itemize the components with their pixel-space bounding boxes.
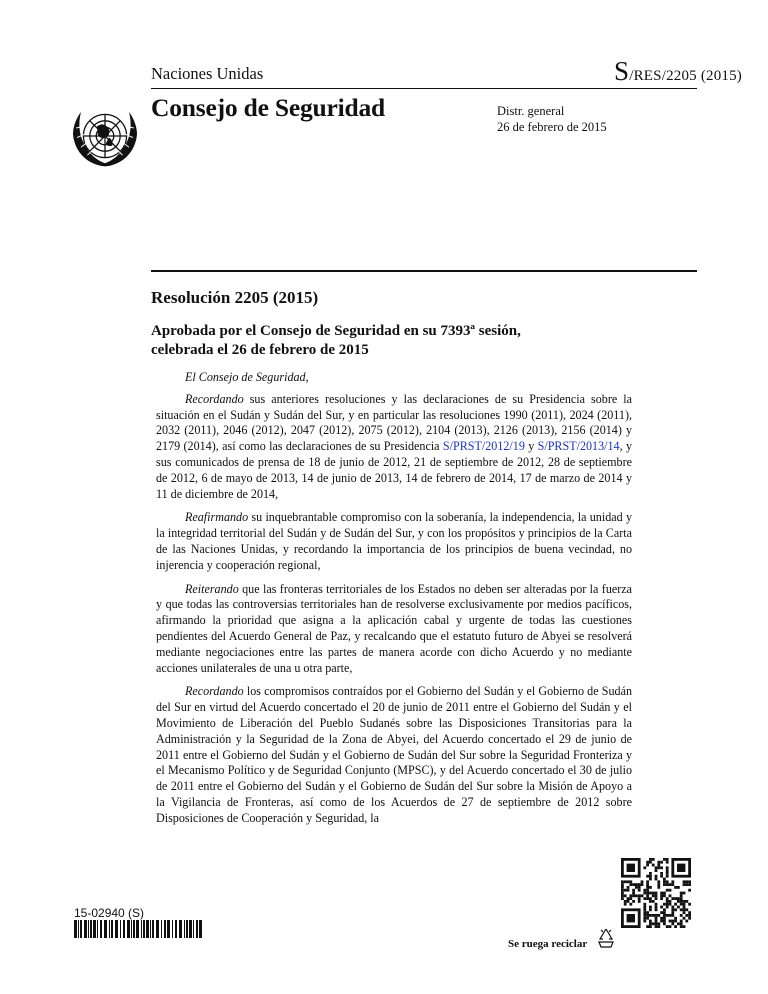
un-emblem-icon [65,96,145,176]
paragraph-lead: Reiterando [185,581,239,596]
resolution-body [156,370,632,827]
preamble-paragraph-2 [156,510,632,573]
preamble-paragraph-4 [156,684,632,826]
council-title: Consejo de Seguridad [151,93,386,122]
preamble-paragraph-3 [156,582,632,677]
adoption-line-1: Aprobada por el Consejo de Seguridad en su 7393ª sesión, [151,323,521,339]
barcode-icon [74,920,202,938]
paragraph-text: sus anteriores resoluciones y las declaraciones de su Presidencia sobre la situación en el Sudán y Sudán del Sur, y en particular las resoluciones 1990 (2011), 2024 (2011), 2032 (2011), 2046 (2012), 2047 (2012), 2075 (2012), 2104 (2013), 2126 (2013), 2156 (2014) y 2179 (2014), así como las declaraciones de su Presidencia [156,391,632,454]
distribution-block [497,103,607,135]
preamble-paragraph-1 [156,392,632,503]
adoption-line-2: celebrada el 26 de febrero de 2015 [151,342,369,358]
issue-date: 26 de febrero de 2015 [497,120,607,134]
title-rule [151,270,697,272]
adoption-statement [151,322,631,360]
document-number: 15-02940 (S) [74,906,145,920]
paragraph-text: que las fronteras territoriales de los Estados no deben ser alteradas por la fuerza y que todas las controversias territoriales han de resolverse exclusivamente por medios pacíficos, afirmando la prioridad que asigna a la aplicación cabal y urgente de todas las cuestiones pendientes del Acuerdo General de Paz, y recalcando que el estatuto futuro de Abyei se resolverá mediante negociaciones entre las partes de manera acorde con dicho Acuerdo y no mediante acciones unilaterales de una u otra parte, [156,581,632,675]
paragraph-lead: Recordando [185,684,244,699]
paragraph-text: los compromisos contraídos por el Gobierno del Sudán y el Gobierno de Sudán del Sur en virtud del Acuerdo concertado el 20 de junio de 2011 entre el Gobierno del Sudán y el Movimiento de Liberación del Pueblo Sudanés sobre las Disposiciones Transitorias para la Administración y la Seguridad de la Zona de Abyei, del Acuerdo concertado el 29 de junio de 2011 entre el Gobierno del Sudán y el Gobierno de Sudán del Sur sobre la Seguridad Fronteriza y el Mecanismo Político y de Seguridad Conjunto (MPSC), y del Acuerdo concertado el 30 de julio de 2011 entre el Gobierno del Sudán y el Gobierno de Sudán del Sur sobre la Misión de Apoyo a la Vigilancia de Fronteras, así como de los Acuerdos de 27 de septiembre de 2012 sobre Disposiciones de Cooperación y Seguridad, la [156,684,632,825]
paragraph-lead: Reafirmando [185,510,249,525]
symbol-rest: /RES/2205 (2015) [629,68,743,84]
symbol-letter: S [614,56,630,86]
header-rule [151,88,697,89]
paragraph-lead: Recordando [185,391,244,406]
paragraph-text: y [524,439,538,454]
link-prst-2012-19[interactable]: S/PRST/2012/19 [442,439,525,454]
document-symbol [614,56,742,87]
recycle-icon [594,926,618,950]
recycle-notice: Se ruega reciclar [508,938,588,950]
organization-name: Naciones Unidas [151,64,264,83]
preamble-intro: El Consejo de Seguridad, [185,370,309,384]
qr-code-icon [621,858,691,928]
resolution-title: Resolución 2205 (2015) [151,288,319,307]
distribution-label: Distr. general [497,104,565,118]
paragraph-text: , y sus comunicados de prensa de 18 de junio de 2012, 21 de septiembre de 2012, 28 de septiembre de 2012, 6 de mayo de 2013, 14 de junio de 2013, 14 de febrero de 2014, 17 de marzo de 2014 y 11 de diciembre de 2014, [156,439,633,501]
link-prst-2013-14[interactable]: S/PRST/2013/14 [537,439,620,454]
paragraph-text: su inquebrantable compromiso con la soberanía, la independencia, la unidad y la integridad territorial del Sudán y de Sudán del Sur, y con los propósitos y principios de la Carta de las Naciones Unidas, y recordando la importancia de los principios de buena vecindad, no injerencia y cooperación regional, [156,510,632,572]
